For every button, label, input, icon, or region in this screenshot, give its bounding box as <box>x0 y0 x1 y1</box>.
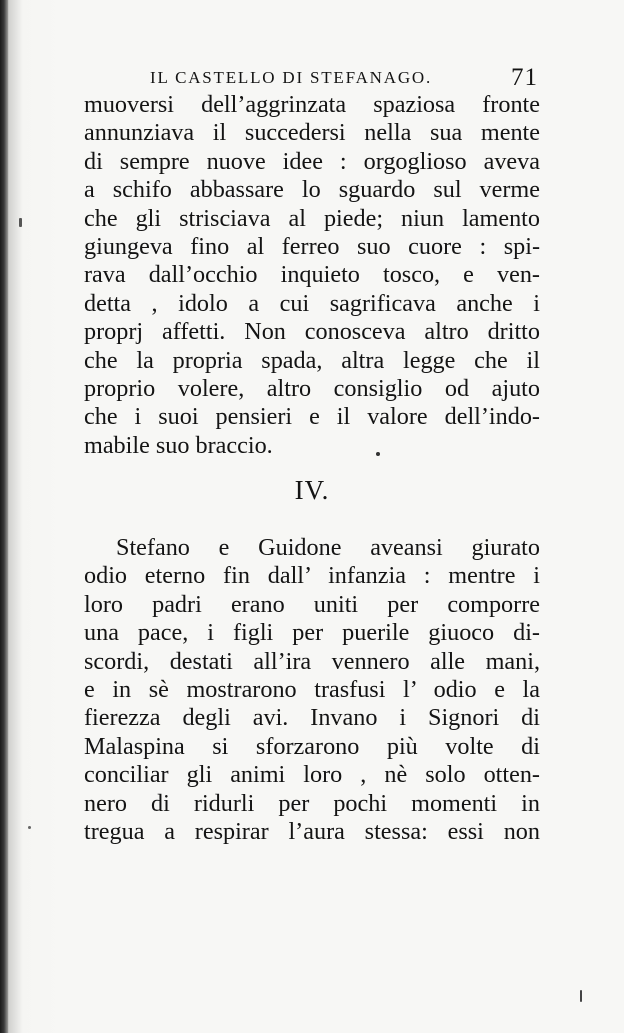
section-heading: IV. <box>294 475 330 505</box>
text-line: una pace, i figli per puerile giuoco di- <box>84 619 540 647</box>
text-line: proprj affetti. Non conosceva altro dritto <box>84 318 540 346</box>
text-line: che gli strisciava al piede; niun lamento <box>84 204 540 232</box>
text-line: Malaspina si sforzarono più volte di <box>84 732 540 760</box>
paragraph-section-iv <box>84 534 540 846</box>
book-binding-edge <box>0 0 9 1033</box>
text-line: loro padri erano uniti per comporre <box>84 590 540 618</box>
text-line: annunziava il succedersi nella sua mente <box>84 119 540 147</box>
text-line: e in sè mostrarono trasfusi l’ odio e la <box>84 675 540 703</box>
page-number: 71 <box>511 64 538 91</box>
text-line: mabile suo braccio. <box>84 431 273 459</box>
running-head <box>150 64 540 94</box>
ink-speck <box>19 218 22 227</box>
ink-speck <box>580 990 582 1002</box>
text-line: rava dall’occhio inquieto tosco, e ven- <box>84 261 540 289</box>
ink-speck <box>28 826 31 829</box>
ink-speck <box>376 452 380 456</box>
text-line: proprio volere, altro consiglio od ajuto <box>84 374 540 402</box>
paragraph-continued <box>84 91 540 460</box>
text-line: muoversi dell’aggrinzata spaziosa fronte <box>84 91 540 118</box>
text-line: tregua a respirar l’aura stessa: essi non <box>84 817 540 845</box>
running-title: IL CASTELLO DI STEFANAGO. <box>150 68 433 87</box>
text-line: scordi, destati all’ira vennero alle mani, <box>84 647 540 675</box>
text-line: odio eterno fin dall’ infanzia : mentre i <box>84 562 540 590</box>
text-line: Stefano e Guidone aveansi giurato <box>116 534 540 561</box>
text-line: conciliar gli animi loro , nè solo otten- <box>84 761 540 789</box>
text-line: giungeva fino al ferreo suo cuore : spi- <box>84 232 540 260</box>
text-line: fierezza degli avi. Invano i Signori di <box>84 704 540 732</box>
text-line: di sempre nuove idee : orgoglioso aveva <box>84 147 540 175</box>
text-line: a schifo abbassare lo sguardo sul verme <box>84 176 540 204</box>
text-line: che la propria spada, altra legge che il <box>84 346 540 374</box>
text-line: nero di ridurli per pochi momenti in <box>84 789 540 817</box>
text-line: che i suoi pensieri e il valore dell’indo- <box>84 403 540 431</box>
text-line: detta , idolo a cui sagrificava anche i <box>84 289 540 317</box>
binding-shadow <box>9 0 23 1033</box>
